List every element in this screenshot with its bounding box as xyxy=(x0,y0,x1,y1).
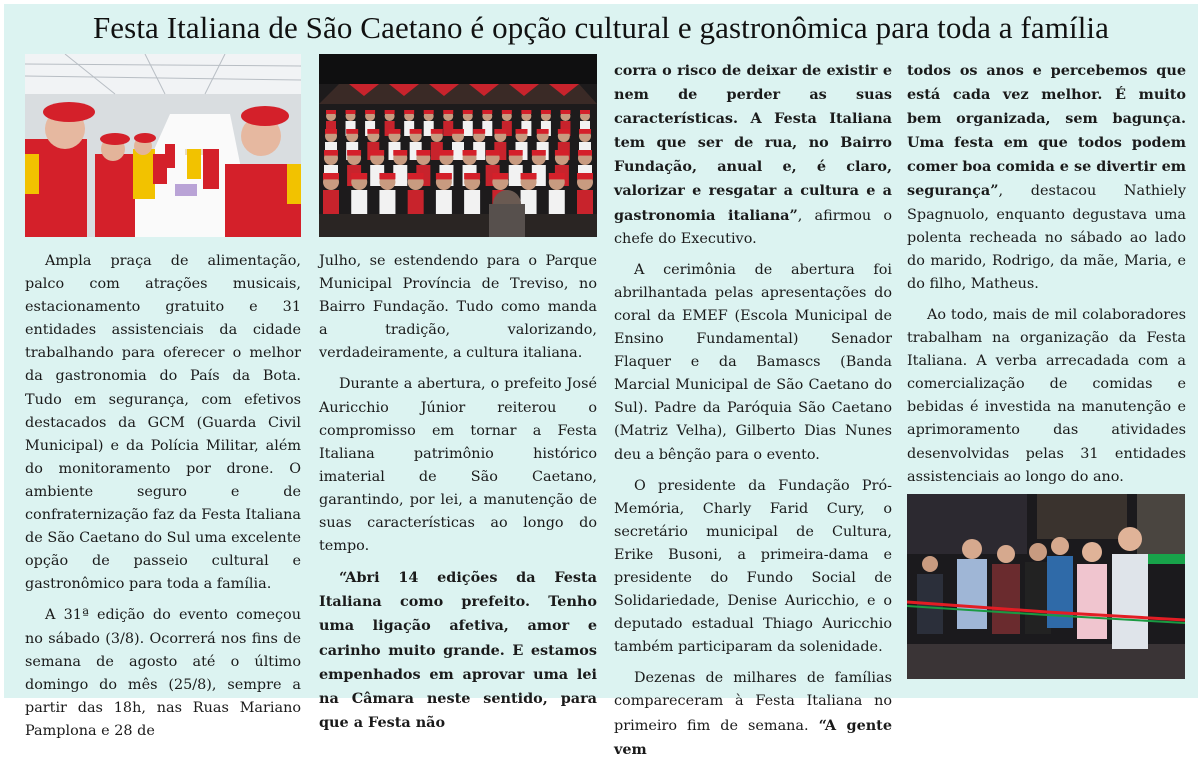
paragraph: Ampla praça de alimentação, palco com atrações musicais, estacionamento gratuito e 31 entidades assistenciais da cidade trabalhando para oferecer o melhor da gastronomia do País da Bota. Tudo em segurança, com efetivos destacados da GCM (Guarda Civil Municipal) e da Polícia Militar, além do monitoramento por drone. O ambiente seguro e de confraternização faz da Festa Italiana de São Caetano do Sul uma excelente opção de passeio cultural e gastronômico para toda a família. xyxy=(25,253,302,593)
quote-text: corra o risco de deixar de existir e nem de perder as suas características. A Festa Italiana tem que ser de rua, no Bairro Fundação, anual e, é claro, valorizar e resgatar a cultura e a gastronomia italiana” xyxy=(614,62,892,224)
newspaper-page xyxy=(4,4,1198,758)
paragraph-text: , destacou Nathiely Spagnuolo, enquanto degustava uma polenta recheada no sábado ao lado do marido, Rodrigo, da mãe, Maria, e do filho, Matheus. xyxy=(907,183,1186,292)
article-column-2 xyxy=(319,250,597,735)
article-column-4 xyxy=(907,59,1186,489)
children-choir-photo xyxy=(319,54,597,237)
paragraph xyxy=(614,59,892,251)
quote-paragraph xyxy=(319,566,597,735)
kitchen-volunteers-photo xyxy=(25,54,301,237)
paragraph-text: Dezenas de milhares de famílias compareceram à Festa Italiana no primeiro fim de semana. xyxy=(614,670,892,734)
quote-text: “Abri 14 edições da Festa Italiana como prefeito. Tenho uma ligação afetiva, amor e carinho muito grande. E estamos empenhados em aprovar uma lei na Câmara neste sentido, para que a Festa não xyxy=(319,569,597,731)
paragraph: Julho, se estendendo para o Parque Municipal Província de Treviso, no Bairro Fundação. Tudo como manda a tradição, valorizando, verdadeiramente, a cultura italiana. xyxy=(319,253,597,362)
headline: Festa Italiana de São Caetano é opção cultural e gastronômica para toda a família xyxy=(92,10,1110,45)
paragraph xyxy=(614,667,892,761)
paragraph: Ao todo, mais de mil colaboradores trabalham na organização da Festa Italiana. A verba arrecadada com a comercialização de comidas e bebidas é investida na manutenção e aprimoramento das atividades desenvolvidas pelas 31 entidades assistenciais ao longo do ano. xyxy=(907,306,1186,485)
paragraph-text: , afirmou o chefe do Executivo. xyxy=(614,207,892,247)
quote-text: “A gente vem xyxy=(614,716,892,758)
paragraph: Durante a abertura, o prefeito José Auricchio Júnior reiterou o compromisso em tornar a Festa Italiana patrimônio histórico imaterial de São Caetano, garantindo, por lei, a manutenção de suas características ao longo do tempo. xyxy=(319,376,597,555)
paragraph: A cerimônia de abertura foi abrilhantada pelas apresentações do coral da EMEF (Escola Municipal de Ensino Fundamental) Senador Flaquer e da Bamascs (Banda Marcial Municipal de São Caetano do Sul). Padre da Paróquia São Caetano (Matriz Velha), Gilberto Dias Nunes deu a bênção para o evento. xyxy=(614,261,892,463)
quote-text: todos os anos e percebemos que está cada vez melhor. É muito bem organizada, sem bagunça. Uma festa em que todos podem comer boa comida e se divertir em segurança” xyxy=(907,62,1186,200)
ribbon-cutting-photo xyxy=(907,494,1185,679)
article-column-1 xyxy=(25,250,301,743)
article-column-3 xyxy=(614,59,892,762)
paragraph: O presidente da Fundação Pró-Memória, Charly Farid Cury, o secretário municipal de Cultura, Erike Busoni, a primeira-dama e presidente do Fundo Social de Solidariedade, Denise Auricchio, e o deputado estadual Thiago Auricchio também participaram da solenidade. xyxy=(614,477,892,656)
paragraph: A 31ª edição do evento começou no sábado (3/8). Ocorrerá nos fins de semana de agosto até o último domingo do mês (25/8), sempre a partir das 18h, nas Ruas Mariano Pamplona e 28 de xyxy=(25,607,301,739)
paragraph xyxy=(907,59,1186,296)
